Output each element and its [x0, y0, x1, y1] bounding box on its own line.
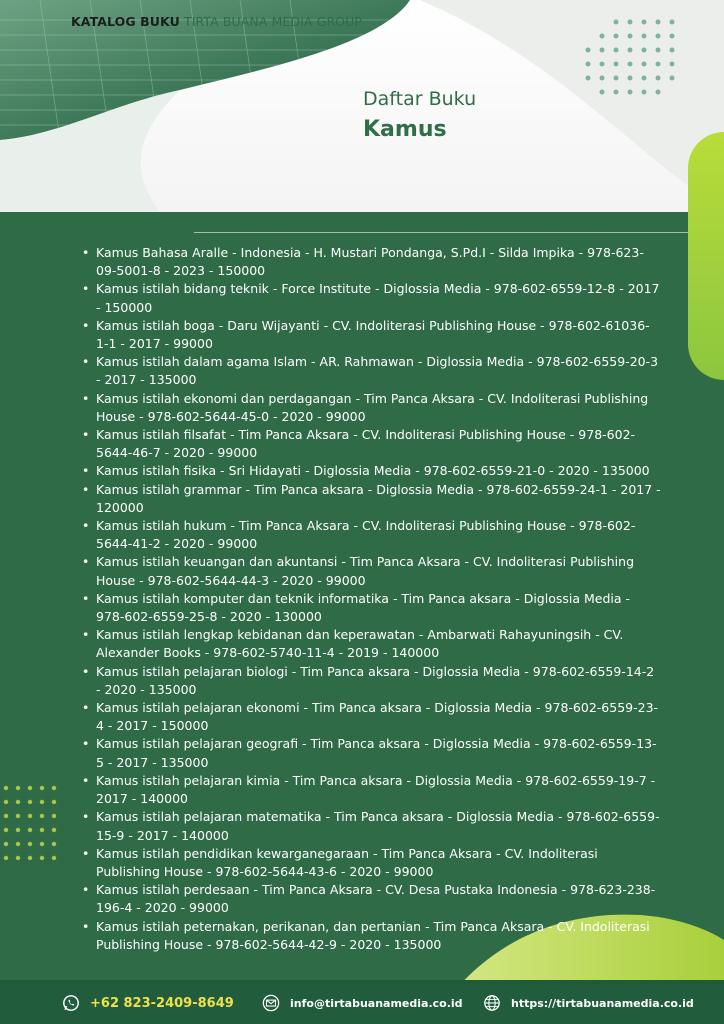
list-item: • Kamus istilah komputer dan teknik informatika - Tim Panca aksara - Diglossia Media - 978-602-6559-25-8 - 2020 - 130000 [82, 590, 662, 626]
list-item: • Kamus istilah fisika - Sri Hidayati - Diglossia Media - 978-602-6559-21-0 - 2020 - 135000 [82, 462, 662, 480]
list-item: • Kamus Bahasa Aralle - Indonesia - H. Mustari Pondanga, S.Pd.I - Silda Impika - 978-623-09-5001-8 - 2023 - 150000 [82, 244, 662, 280]
section-label: Daftar Buku [363, 88, 477, 110]
page-title: Kamus [363, 117, 447, 142]
brand-name: TIRTA BUANA MEDIA GROUP [183, 14, 363, 29]
email-contact[interactable] [262, 986, 463, 1020]
phone-contact[interactable] [62, 986, 234, 1020]
website-url: https://tirtabuanamedia.co.id [511, 996, 694, 1010]
list-item: • Kamus istilah dalam agama Islam - AR. Rahmawan - Diglossia Media - 978-602-6559-20-3 - 2017 - 135000 [82, 353, 662, 389]
list-item: • Kamus istilah grammar - Tim Panca aksara - Diglossia Media - 978-602-6559-24-1 - 2017 - 120000 [82, 481, 662, 517]
list-item: • Kamus istilah peternakan, perikanan, dan pertanian - Tim Panca Aksara - CV. Indoliterasi Publishing House - 978-602-5644-42-9 - 2020 - 135000 [82, 918, 662, 954]
list-item: • Kamus istilah pelajaran geografi - Tim Panca aksara - Diglossia Media - 978-602-6559-13-5 - 2017 - 135000 [82, 735, 662, 771]
list-item: • Kamus istilah keuangan dan akuntansi - Tim Panca Aksara - CV. Indoliterasi Publishing House - 978-602-5644-44-3 - 2020 - 99000 [82, 553, 662, 589]
list-item: • Kamus istilah bidang teknik - Force Institute - Diglossia Media - 978-602-6559-12-8 - 2017 - 150000 [82, 280, 662, 316]
list-item: • Kamus istilah pelajaran biologi - Tim Panca aksara - Diglossia Media - 978-602-6559-14-2 - 2020 - 135000 [82, 663, 662, 699]
decorative-lime-shape [688, 132, 724, 380]
list-item: • Kamus istilah pelajaran kimia - Tim Panca aksara - Diglossia Media - 978-602-6559-19-7 - 2017 - 140000 [82, 772, 662, 808]
header [0, 0, 724, 212]
list-item: • Kamus istilah pendidikan kewarganegaraan - Tim Panca Aksara - CV. Indoliterasi Publishing House - 978-602-5644-43-6 - 2020 - 99000 [82, 845, 662, 881]
decorative-dots-left [0, 782, 70, 872]
globe-icon [483, 994, 501, 1012]
footer-contacts [0, 986, 724, 1020]
list-item: • Kamus istilah ekonomi dan perdagangan - Tim Panca Aksara - CV. Indoliterasi Publishing House - 978-602-5644-45-0 - 2020 - 99000 [82, 390, 662, 426]
book-list [82, 244, 662, 954]
email-address: info@tirtabuanamedia.co.id [290, 996, 463, 1010]
mail-icon [262, 994, 280, 1012]
divider [194, 232, 688, 233]
list-item: • Kamus istilah filsafat - Tim Panca Aksara - CV. Indoliterasi Publishing House - 978-602-5644-46-7 - 2020 - 99000 [82, 426, 662, 462]
website-contact[interactable] [483, 986, 694, 1020]
brand-bold: KATALOG BUKU [71, 14, 180, 29]
list-item: • Kamus istilah boga - Daru Wijayanti - CV. Indoliterasi Publishing House - 978-602-61036-1-1 - 2017 - 99000 [82, 317, 662, 353]
list-item: • Kamus istilah hukum - Tim Panca Aksara - CV. Indoliterasi Publishing House - 978-602-5644-41-2 - 2020 - 99000 [82, 517, 662, 553]
list-item: • Kamus istilah pelajaran ekonomi - Tim Panca aksara - Diglossia Media - 978-602-6559-23-4 - 2017 - 150000 [82, 699, 662, 735]
whatsapp-icon [62, 994, 80, 1012]
decorative-dots [578, 18, 678, 98]
brand-header [71, 14, 362, 29]
list-item: • Kamus istilah pelajaran matematika - Tim Panca aksara - Diglossia Media - 978-602-6559-15-9 - 2017 - 140000 [82, 808, 662, 844]
list-item: • Kamus istilah perdesaan - Tim Panca Aksara - CV. Desa Pustaka Indonesia - 978-623-238-196-4 - 2020 - 99000 [82, 881, 662, 917]
list-item: • Kamus istilah lengkap kebidanan dan keperawatan - Ambarwati Rahayuningsih - CV. Alexander Books - 978-602-5740-11-4 - 2019 - 140000 [82, 626, 662, 662]
phone-number: +62 823-2409-8649 [90, 995, 234, 1011]
